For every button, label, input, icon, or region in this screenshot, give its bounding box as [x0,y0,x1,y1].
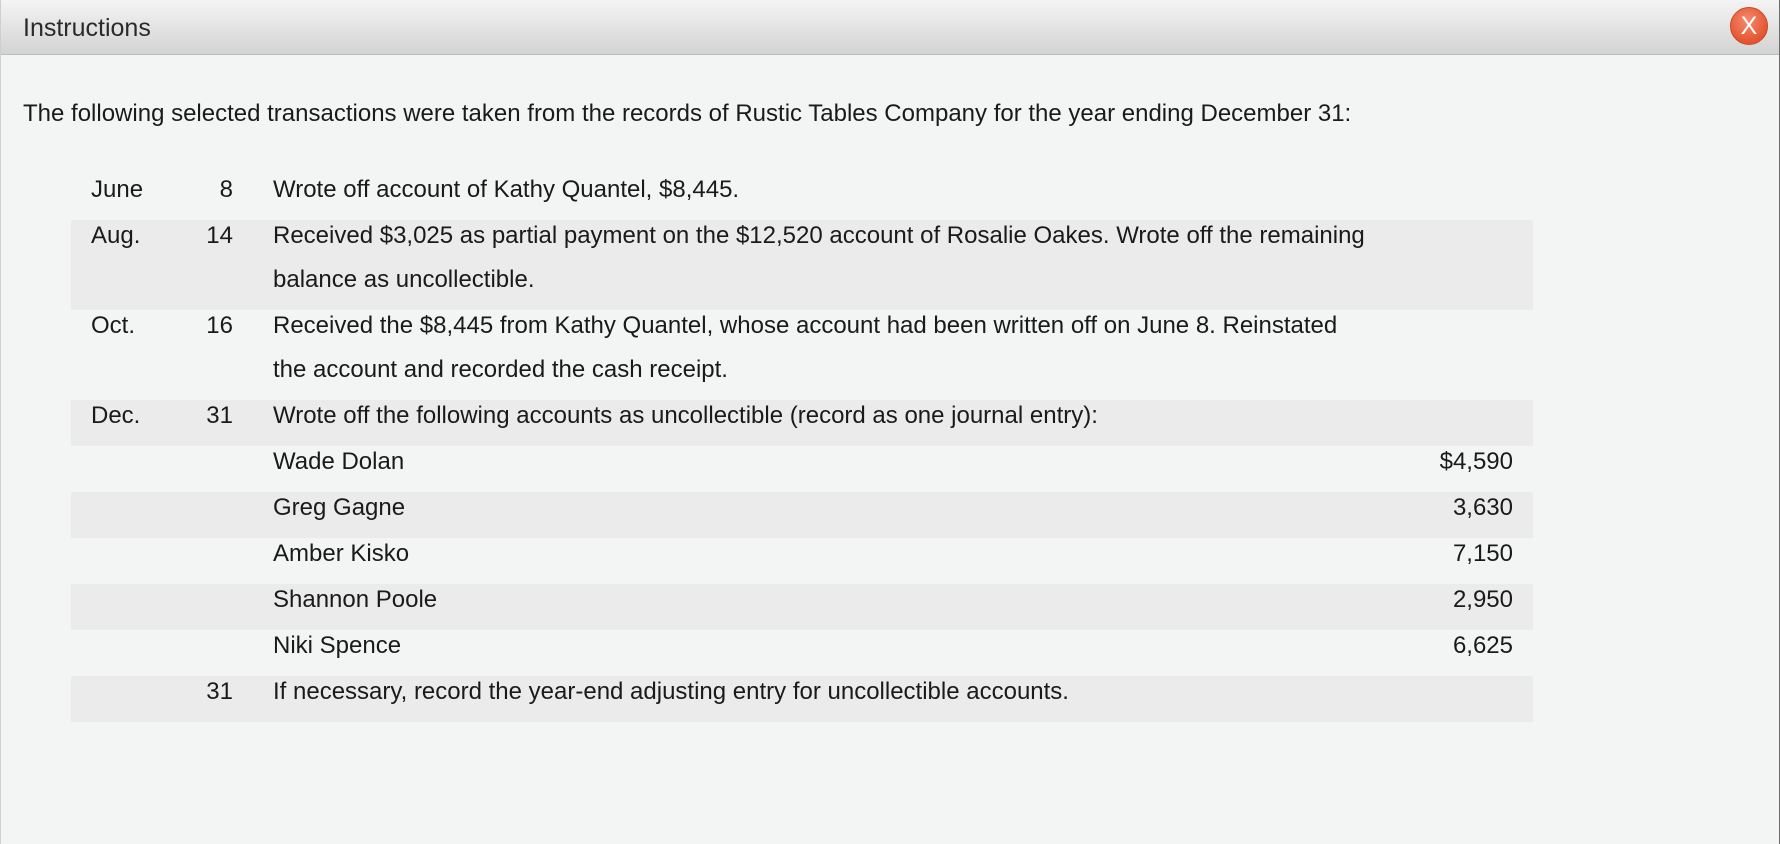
transaction-amount: $4,590 [1439,448,1513,475]
transaction-month: Aug. [91,222,141,249]
transaction-row [71,630,1533,676]
transaction-description: balance as uncollectible. [273,266,535,293]
transaction-amount: 2,950 [1452,586,1513,613]
transaction-amount: 3,630 [1452,494,1513,521]
transaction-description: Amber Kisko [273,540,410,567]
transaction-description: Received the $8,445 from Kathy Quantel, whose account had been written off on June 8. Reinstated [273,312,1338,339]
transaction-day: 14 [206,222,233,249]
transaction-description: If necessary, record the year-end adjusting entry for uncollectible accounts. [273,678,1069,705]
transaction-description: Wrote off account of Kathy Quantel, $8,445. [273,176,740,203]
transaction-month: Dec. [91,402,141,429]
transaction-description: Wade Dolan [273,448,405,475]
transaction-row [71,538,1533,584]
transaction-day: 31 [206,678,233,705]
transaction-description: Received $3,025 as partial payment on the $12,520 account of Rosalie Oakes. Wrote off the remaining [273,222,1365,249]
transaction-description: Shannon Poole [273,586,438,613]
title-bar [1,0,1779,55]
transaction-description: the account and recorded the cash receipt. [273,356,728,383]
transaction-row [71,676,1533,722]
transaction-amount: 6,625 [1452,632,1513,659]
transaction-amount: 7,150 [1452,540,1513,567]
transaction-day: 31 [206,402,233,429]
transaction-row [71,220,1533,310]
transaction-row [71,174,1533,220]
transactions-table [71,174,1533,722]
window-title: Instructions [23,14,151,42]
transaction-day: 16 [206,312,233,339]
transaction-description: Greg Gagne [273,494,406,521]
close-button[interactable]: X [1730,7,1768,45]
transaction-description: Wrote off the following accounts as uncollectible (record as one journal entry): [273,402,1098,429]
transaction-month: Oct. [91,312,136,339]
transaction-row [71,446,1533,492]
transaction-row [71,400,1533,446]
transaction-row [71,584,1533,630]
transaction-description: Niki Spence [273,632,402,659]
intro-text: The following selected transactions were taken from the records of Rustic Tables Company for the year ending December 31: [23,100,1352,127]
transaction-row [71,310,1533,400]
transaction-day: 8 [219,176,233,203]
transaction-month: June [91,176,144,203]
transaction-row [71,492,1533,538]
